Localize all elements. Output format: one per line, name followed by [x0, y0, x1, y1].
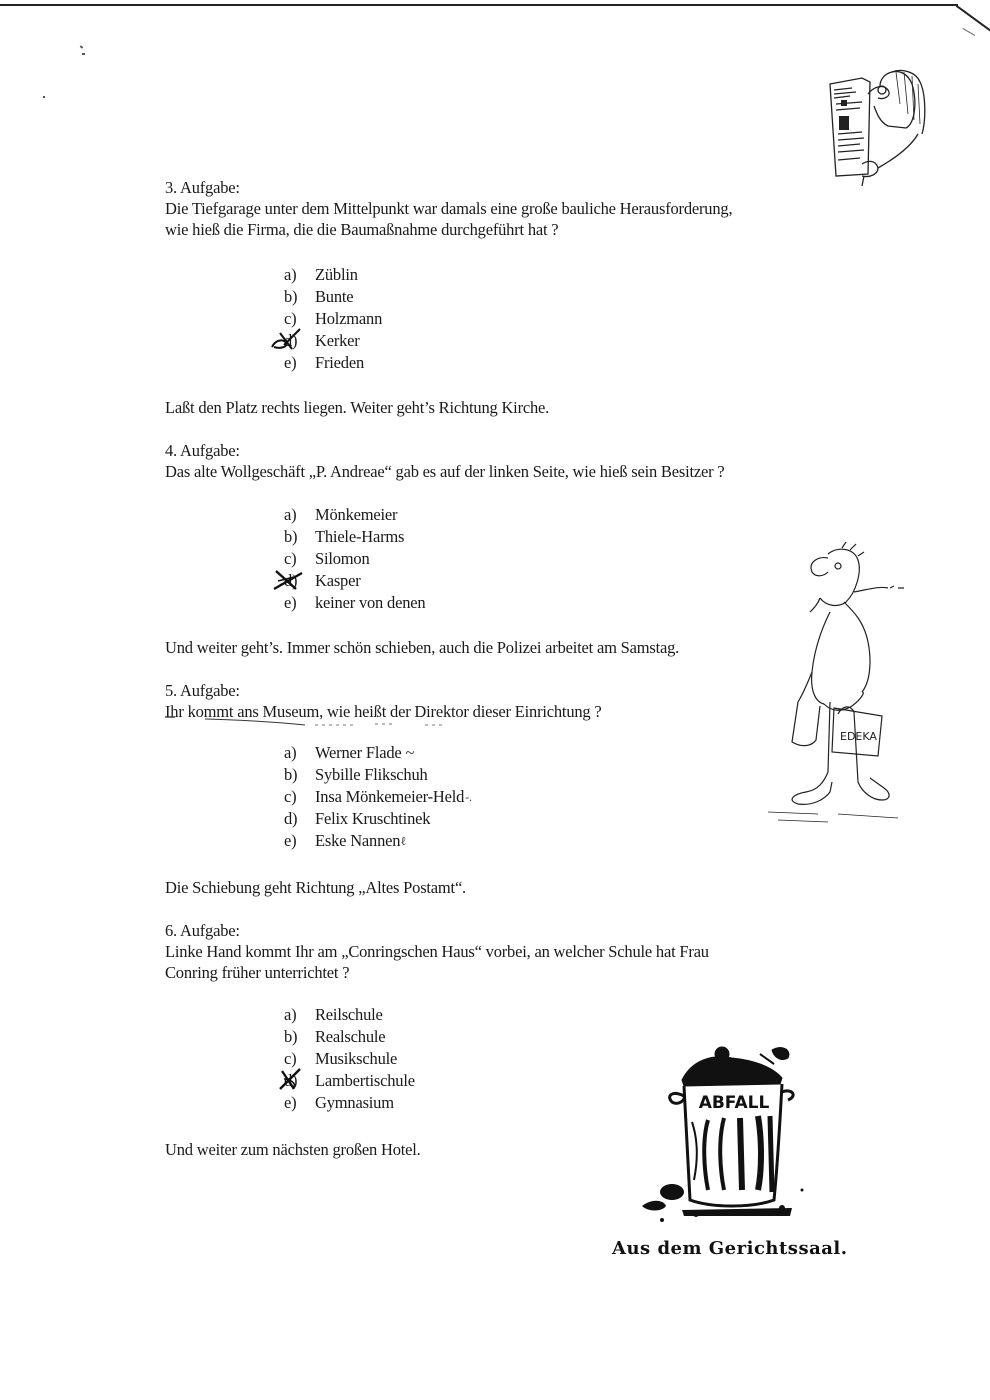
newspaper-reader-illustration	[822, 64, 942, 189]
option-a: a) Mönkemeier	[284, 505, 398, 524]
followup-text: Laßt den Platz rechts liegen. Weiter geht’s Richtung Kirche.	[165, 398, 550, 417]
page-top-rule	[0, 4, 958, 6]
task-6-followup	[165, 1139, 421, 1160]
question-line: Linke Hand kommt Ihr am „Conringschen Haus“ vorbei, an welcher Schule hat Frau	[165, 942, 709, 961]
task-5-followup	[165, 877, 466, 898]
edeka-bag-label: EDEKA	[840, 730, 877, 743]
option-b: b) Thiele-Harms	[284, 527, 405, 546]
question-line: Das alte Wollgeschäft „P. Andreae“ gab es auf der linken Seite, wie hieß sein Besitzer ?	[165, 462, 725, 481]
option-c: c) Silomon	[284, 549, 370, 568]
task-4-followup	[165, 637, 679, 658]
task-6-options	[284, 1004, 415, 1114]
option-e: e) Eske Nannen ℓ	[284, 831, 406, 850]
trash-can-illustration	[632, 1040, 812, 1230]
option-e: e) keiner von denen	[284, 593, 426, 612]
walking-man-illustration	[758, 542, 918, 834]
scan-speck	[43, 96, 45, 98]
option-b: b) Realschule	[284, 1027, 386, 1046]
handwritten-tick-mark: ~	[405, 743, 415, 762]
question-line: Ihr kommt ans Museum, wie heißt der Direktor dieser Einrichtung ?	[165, 702, 602, 721]
option-d-marked: d) Kerker	[284, 330, 382, 352]
question-line: Conring früher unterrichtet ?	[165, 963, 350, 982]
option-d-marked: d) Lambertischule	[284, 1070, 415, 1092]
followup-text: Die Schiebung geht Richtung „Altes Postamt“.	[165, 878, 466, 897]
task-3-text	[165, 177, 732, 240]
page-corner-rule-tick	[963, 28, 976, 36]
task-5-options	[284, 742, 472, 852]
option-b: b) Sybille Flikschuh	[284, 765, 428, 784]
task-heading: 4. Aufgabe:	[165, 441, 240, 460]
option-a: a) Werner Flade ~	[284, 743, 415, 762]
task-3-options	[284, 264, 382, 374]
option-a: a) Züblin	[284, 265, 358, 284]
task-6-text	[165, 920, 709, 983]
followup-text: Und weiter zum nächsten großen Hotel.	[165, 1140, 421, 1159]
abfall-label: ABFALL	[698, 1093, 770, 1113]
option-d: d) Felix Kruschtinek	[284, 809, 431, 828]
option-c: c) Insa Mönkemeier-Held -.	[284, 787, 472, 806]
task-heading: 3. Aufgabe:	[165, 178, 240, 197]
task-4-options	[284, 504, 425, 614]
task-heading: 6. Aufgabe:	[165, 921, 240, 940]
scan-speck	[80, 45, 84, 48]
followup-text: Und weiter geht’s. Immer schön schieben, auch die Polizei arbeitet am Samstag.	[165, 638, 680, 657]
option-b: b) Bunte	[284, 287, 354, 306]
option-d-marked: d) Kasper	[284, 570, 425, 592]
handwritten-underline	[165, 713, 465, 727]
handwritten-tick-mark: ℓ	[400, 834, 406, 848]
question-line: wie hieß die Firma, die die Baumaßnahme durchgeführt hat ?	[165, 220, 559, 239]
task-heading: 5. Aufgabe:	[165, 681, 240, 700]
option-e: e) Frieden	[284, 353, 365, 372]
handwritten-tick-mark: -.	[465, 790, 472, 804]
trash-can-caption: Aus dem Gerichtssaal.	[612, 1238, 848, 1259]
option-c: c) Holzmann	[284, 309, 383, 328]
option-e: e) Gymnasium	[284, 1093, 394, 1112]
page-corner-rule	[956, 5, 990, 33]
scan-speck	[82, 53, 85, 55]
task-3-followup	[165, 397, 549, 418]
option-c: c) Musikschule	[284, 1049, 398, 1068]
question-line: Die Tiefgarage unter dem Mittelpunkt war damals eine große bauliche Herausforderung,	[165, 199, 733, 218]
task-4-text	[165, 440, 724, 482]
option-a: a) Reilschule	[284, 1005, 383, 1024]
